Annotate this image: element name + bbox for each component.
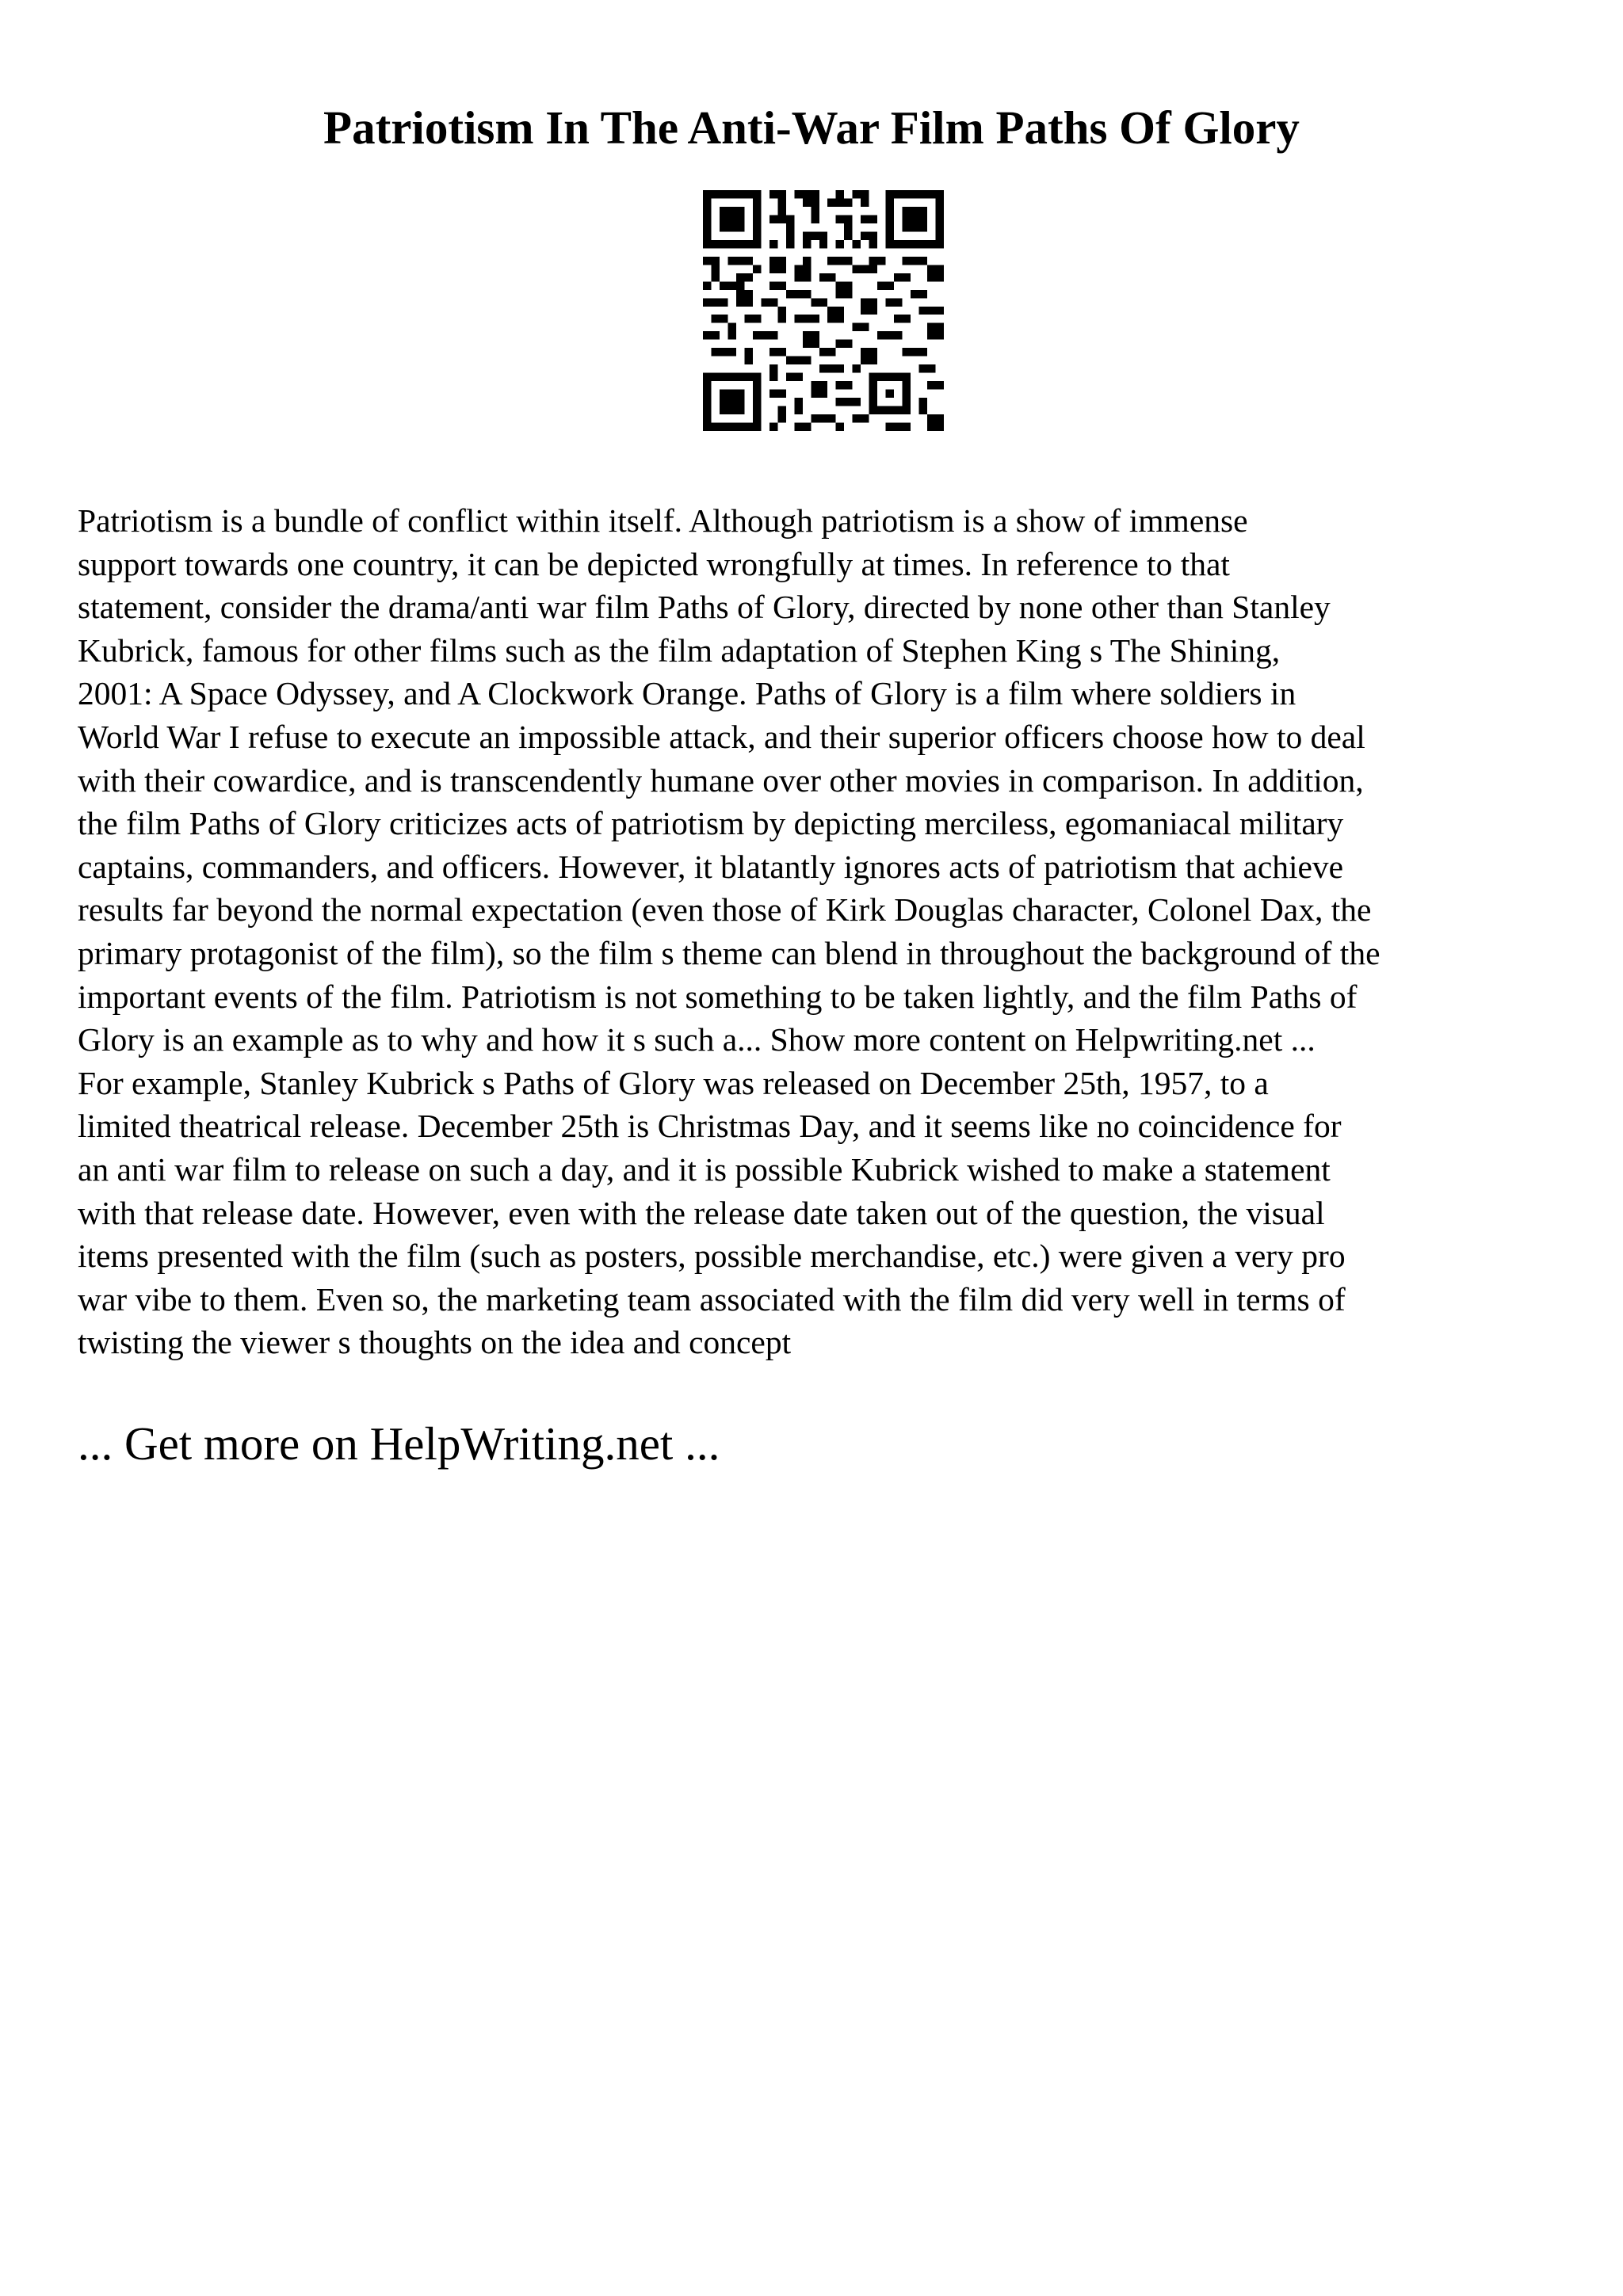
body-paragraph bbox=[78, 499, 1552, 1364]
body-line: statement, consider the drama/anti war film Paths of Glory, directed by none other than Stanley bbox=[78, 589, 1331, 626]
body-line: with their cowardice, and is transcendently humane over other movies in comparison. In addition, bbox=[78, 761, 1364, 799]
qr-code-icon bbox=[703, 190, 944, 431]
body-line: Patriotism is a bundle of conflict within itself. Although patriotism is a show of immense bbox=[78, 502, 1248, 539]
body-line: limited theatrical release. December 25th is Christmas Day, and it seems like no coincidence for bbox=[78, 1108, 1342, 1145]
body-line: For example, Stanley Kubrick s Paths of Glory was released on December 25th, 1957, to a bbox=[78, 1064, 1269, 1101]
body-line: twisting the viewer s thoughts on the idea and concept bbox=[78, 1324, 792, 1361]
body-line: captains, commanders, and officers. However, it blatantly ignores acts of patriotism that achieve bbox=[78, 848, 1344, 885]
body-line: important events of the film. Patriotism is not something to be taken lightly, and the film Paths of bbox=[78, 978, 1358, 1015]
body-line: Glory is an example as to why and how it s such a... Show more content on Helpwriting.net ... bbox=[78, 1021, 1316, 1058]
body-line: items presented with the film (such as posters, possible merchandise, etc.) were given a very pro bbox=[78, 1238, 1346, 1275]
body-line: results far beyond the normal expectation (even those of Kirk Douglas character, Colonel Dax, the bbox=[78, 891, 1372, 929]
body-line: support towards one country, it can be depicted wrongfully at times. In reference to that bbox=[78, 545, 1230, 582]
body-line: primary protagonist of the film), so the film s theme can blend in throughout the background of the bbox=[78, 934, 1381, 971]
document-title: Patriotism In The Anti-War Film Paths Of Glory bbox=[323, 101, 1300, 154]
body-line: 2001: A Space Odyssey, and A Clockwork Orange. Paths of Glory is a film where soldiers in bbox=[78, 675, 1296, 712]
get-more-link[interactable]: ... Get more on HelpWriting.net ... bbox=[78, 1417, 720, 1470]
body-line: World War I refuse to execute an impossible attack, and their superior officers choose how to deal bbox=[78, 718, 1365, 755]
body-line: with that release date. However, even with the release date taken out of the question, the visual bbox=[78, 1194, 1325, 1231]
body-line: the film Paths of Glory criticizes acts of patriotism by depicting merciless, egomaniacal military bbox=[78, 805, 1344, 842]
body-line: war vibe to them. Even so, the marketing team associated with the film did very well in terms of bbox=[78, 1280, 1346, 1318]
body-line: Kubrick, famous for other films such as the film adaptation of Stephen King s The Shining, bbox=[78, 631, 1281, 669]
body-line: an anti war film to release on such a day, and it is possible Kubrick wished to make a statement bbox=[78, 1150, 1331, 1188]
